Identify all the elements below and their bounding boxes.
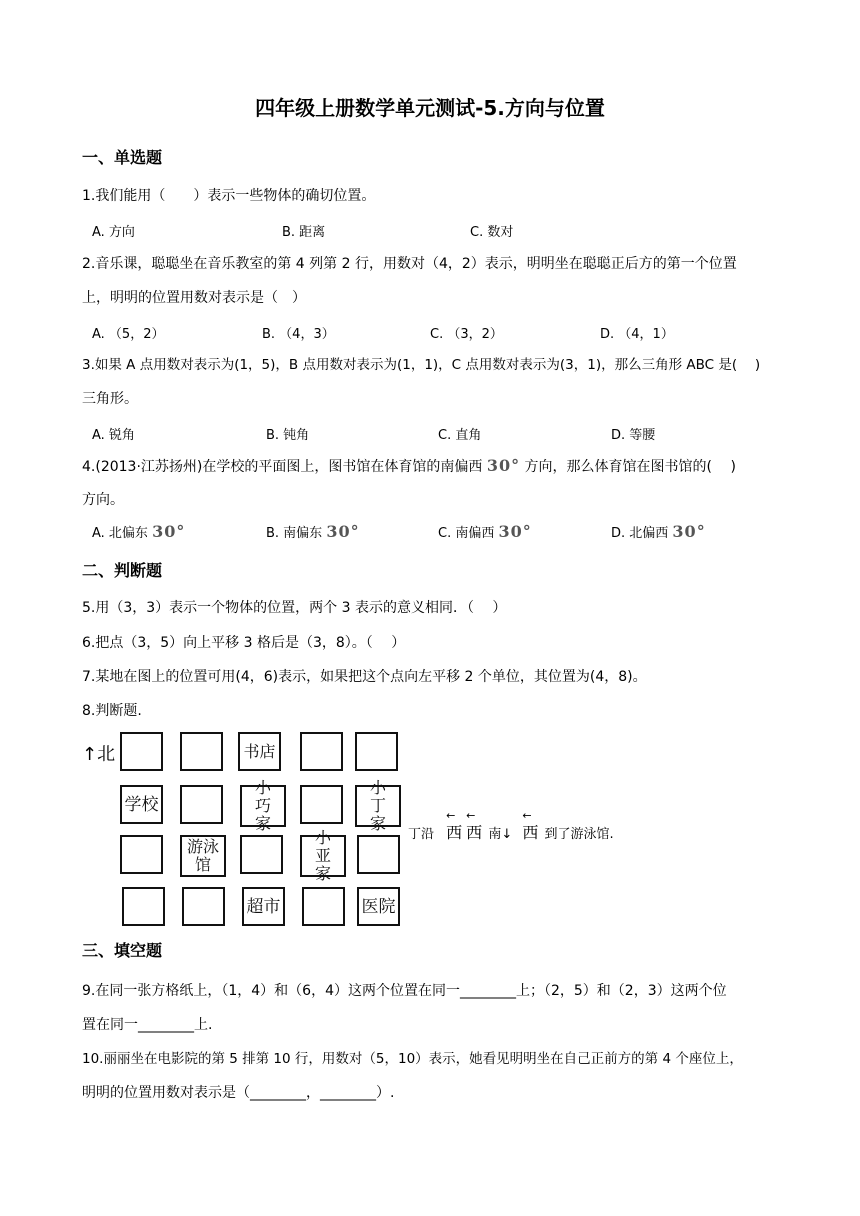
route-west-2-text: 西 — [466, 823, 483, 842]
q1-option-b: B. 距离 — [282, 225, 326, 240]
grid-cell-xiaoqiao-home — [240, 778, 286, 833]
route-prefix: 丁沿 — [408, 827, 435, 842]
q4-option-d — [611, 522, 706, 541]
question-9-line2: 置在同一________上. — [82, 1017, 213, 1033]
section-heading-true-false: 二、判断题 — [82, 561, 163, 580]
q4-option-b-degree: 30° — [326, 522, 360, 541]
page-title: 四年级上册数学单元测试-5.方向与位置 — [255, 96, 605, 120]
q4-option-c — [438, 522, 532, 541]
route-west-1-text: 西 — [446, 823, 463, 842]
grid-cell-r2c4 — [300, 785, 343, 824]
question-4-line1 — [82, 456, 736, 477]
q4-option-a-label: A. 北偏东 — [92, 526, 148, 541]
route-south: 南↓ — [488, 827, 513, 842]
grid-cell-r1c2 — [180, 732, 223, 771]
q2-option-d: D. （4，1） — [600, 327, 674, 342]
grid-cell-r4c2 — [182, 887, 225, 926]
school-label: 学校 — [124, 794, 159, 815]
q3-option-b: B. 钝角 — [266, 428, 310, 443]
q3-option-c: C. 直角 — [438, 428, 482, 443]
route-description — [408, 809, 614, 843]
q4-option-a — [92, 522, 185, 541]
q3-option-a: A. 锐角 — [92, 428, 135, 443]
q4-option-d-degree: 30° — [672, 522, 706, 541]
q3-option-d: D. 等腰 — [611, 428, 656, 443]
grid-cell-r3c5 — [357, 835, 400, 874]
q2-option-c: C. （3，2） — [430, 327, 503, 342]
question-4-line2: 方向。 — [82, 492, 124, 508]
grid-cell-xiaoding-home — [355, 778, 401, 833]
section-heading-single-choice: 一、单选题 — [82, 148, 163, 167]
swimming-pool-label: 游泳馆 — [186, 837, 219, 874]
question-2-line2: 上，明明的位置用数对表示是（ ） — [82, 290, 306, 306]
grid-cell-r4c4 — [302, 887, 345, 926]
grid-cell-swimming-pool — [180, 835, 226, 877]
grid-cell-r2c2 — [180, 785, 223, 824]
grid-cell-bookstore — [238, 732, 281, 771]
section-heading-fill-in: 三、填空题 — [82, 941, 163, 960]
question-5: 5.用（3，3）表示一个物体的位置，两个 3 表示的意义相同．（ ） — [82, 600, 507, 616]
grid-cell-r4c1 — [122, 887, 165, 926]
grid-cell-hospital — [357, 887, 400, 926]
q4-option-a-degree: 30° — [152, 522, 186, 541]
route-west-1 — [446, 809, 463, 843]
question-7: 7.某地在图上的位置可用(4，6)表示，如果把这个点向左平移 2 个单位，其位置为(4，8)。 — [82, 669, 647, 685]
question-3-line2: 三角形。 — [82, 391, 138, 407]
grid-cell-r1c1 — [120, 732, 163, 771]
question-8-stem: 8.判断题. — [82, 703, 142, 719]
q1-option-c: C. 数对 — [470, 225, 514, 240]
route-west-3 — [522, 809, 539, 843]
q1-option-a: A. 方向 — [92, 225, 135, 240]
route-west-2 — [466, 809, 483, 843]
route-west-3-arrow: ← — [522, 809, 532, 822]
grid-cell-xiaoya-home — [300, 828, 346, 883]
q4-option-b — [266, 522, 360, 541]
route-west-3-text: 西 — [522, 823, 539, 842]
q4-option-b-label: B. 南偏东 — [266, 526, 323, 541]
question-6: 6.把点（3，5）向上平移 3 格后是（3，8）。（ ） — [82, 635, 406, 651]
grid-cell-school — [120, 785, 163, 824]
q4-degree: 30° — [486, 456, 521, 475]
bookstore-label: 书店 — [243, 741, 276, 761]
q2-option-b: B. （4，3） — [262, 327, 335, 342]
grid-cell-r3c1 — [120, 835, 163, 874]
q4-option-c-degree: 30° — [498, 522, 532, 541]
grid-cell-supermarket — [242, 887, 285, 926]
q4-line1-start: 4.(2013·江苏扬州)在学校的平面图上，图书馆在体育馆的南偏西 — [82, 459, 483, 475]
q4-option-c-label: C. 南偏西 — [438, 526, 495, 541]
xiaoqiao-home-label: 小巧家 — [254, 778, 271, 833]
route-suffix: 到了游泳馆. — [544, 827, 614, 842]
q4-line1-end: 方向，那么体育馆在图书馆的( ) — [524, 459, 736, 475]
question-3-line1: 3.如果 A 点用数对表示为(1，5)，B 点用数对表示为(1，1)，C 点用数对表示为(3，1)，那么三角形 ABC 是( ) — [82, 357, 761, 373]
question-9-line1: 9.在同一张方格纸上，（1，4）和（6，4）这两个位置在同一________上；（2，5）和（2，3）这两个位 — [82, 983, 727, 999]
question-10-line2: 明明的位置用数对表示是（________，________）. — [82, 1085, 395, 1101]
supermarket-label: 超市 — [246, 896, 281, 917]
grid-cell-r3c3 — [240, 835, 283, 874]
route-west-1-arrow: ← — [446, 809, 456, 822]
route-west-2-arrow: ← — [466, 809, 476, 822]
q4-option-d-label: D. 北偏西 — [611, 526, 669, 541]
xiaoding-home-label: 小丁家 — [369, 778, 386, 833]
question-2-line1: 2.音乐课，聪聪坐在音乐教室的第 4 列第 2 行，用数对（4，2）表示，明明坐在聪聪正后方的第一个位置 — [82, 256, 737, 272]
xiaoya-home-label: 小亚家 — [314, 828, 331, 883]
question-1-stem: 1.我们能用（ ）表示一些物体的确切位置。 — [82, 188, 376, 204]
q2-option-a: A. （5，2） — [92, 327, 165, 342]
question-10-line1: 10.丽丽坐在电影院的第 5 排第 10 行，用数对（5，10）表示，她看见明明坐在自己正前方的第 4 个座位上， — [82, 1051, 743, 1067]
hospital-label: 医院 — [361, 896, 396, 917]
grid-cell-r1c5 — [355, 732, 398, 771]
north-indicator: ↑北 — [82, 744, 116, 765]
grid-cell-r1c4 — [300, 732, 343, 771]
